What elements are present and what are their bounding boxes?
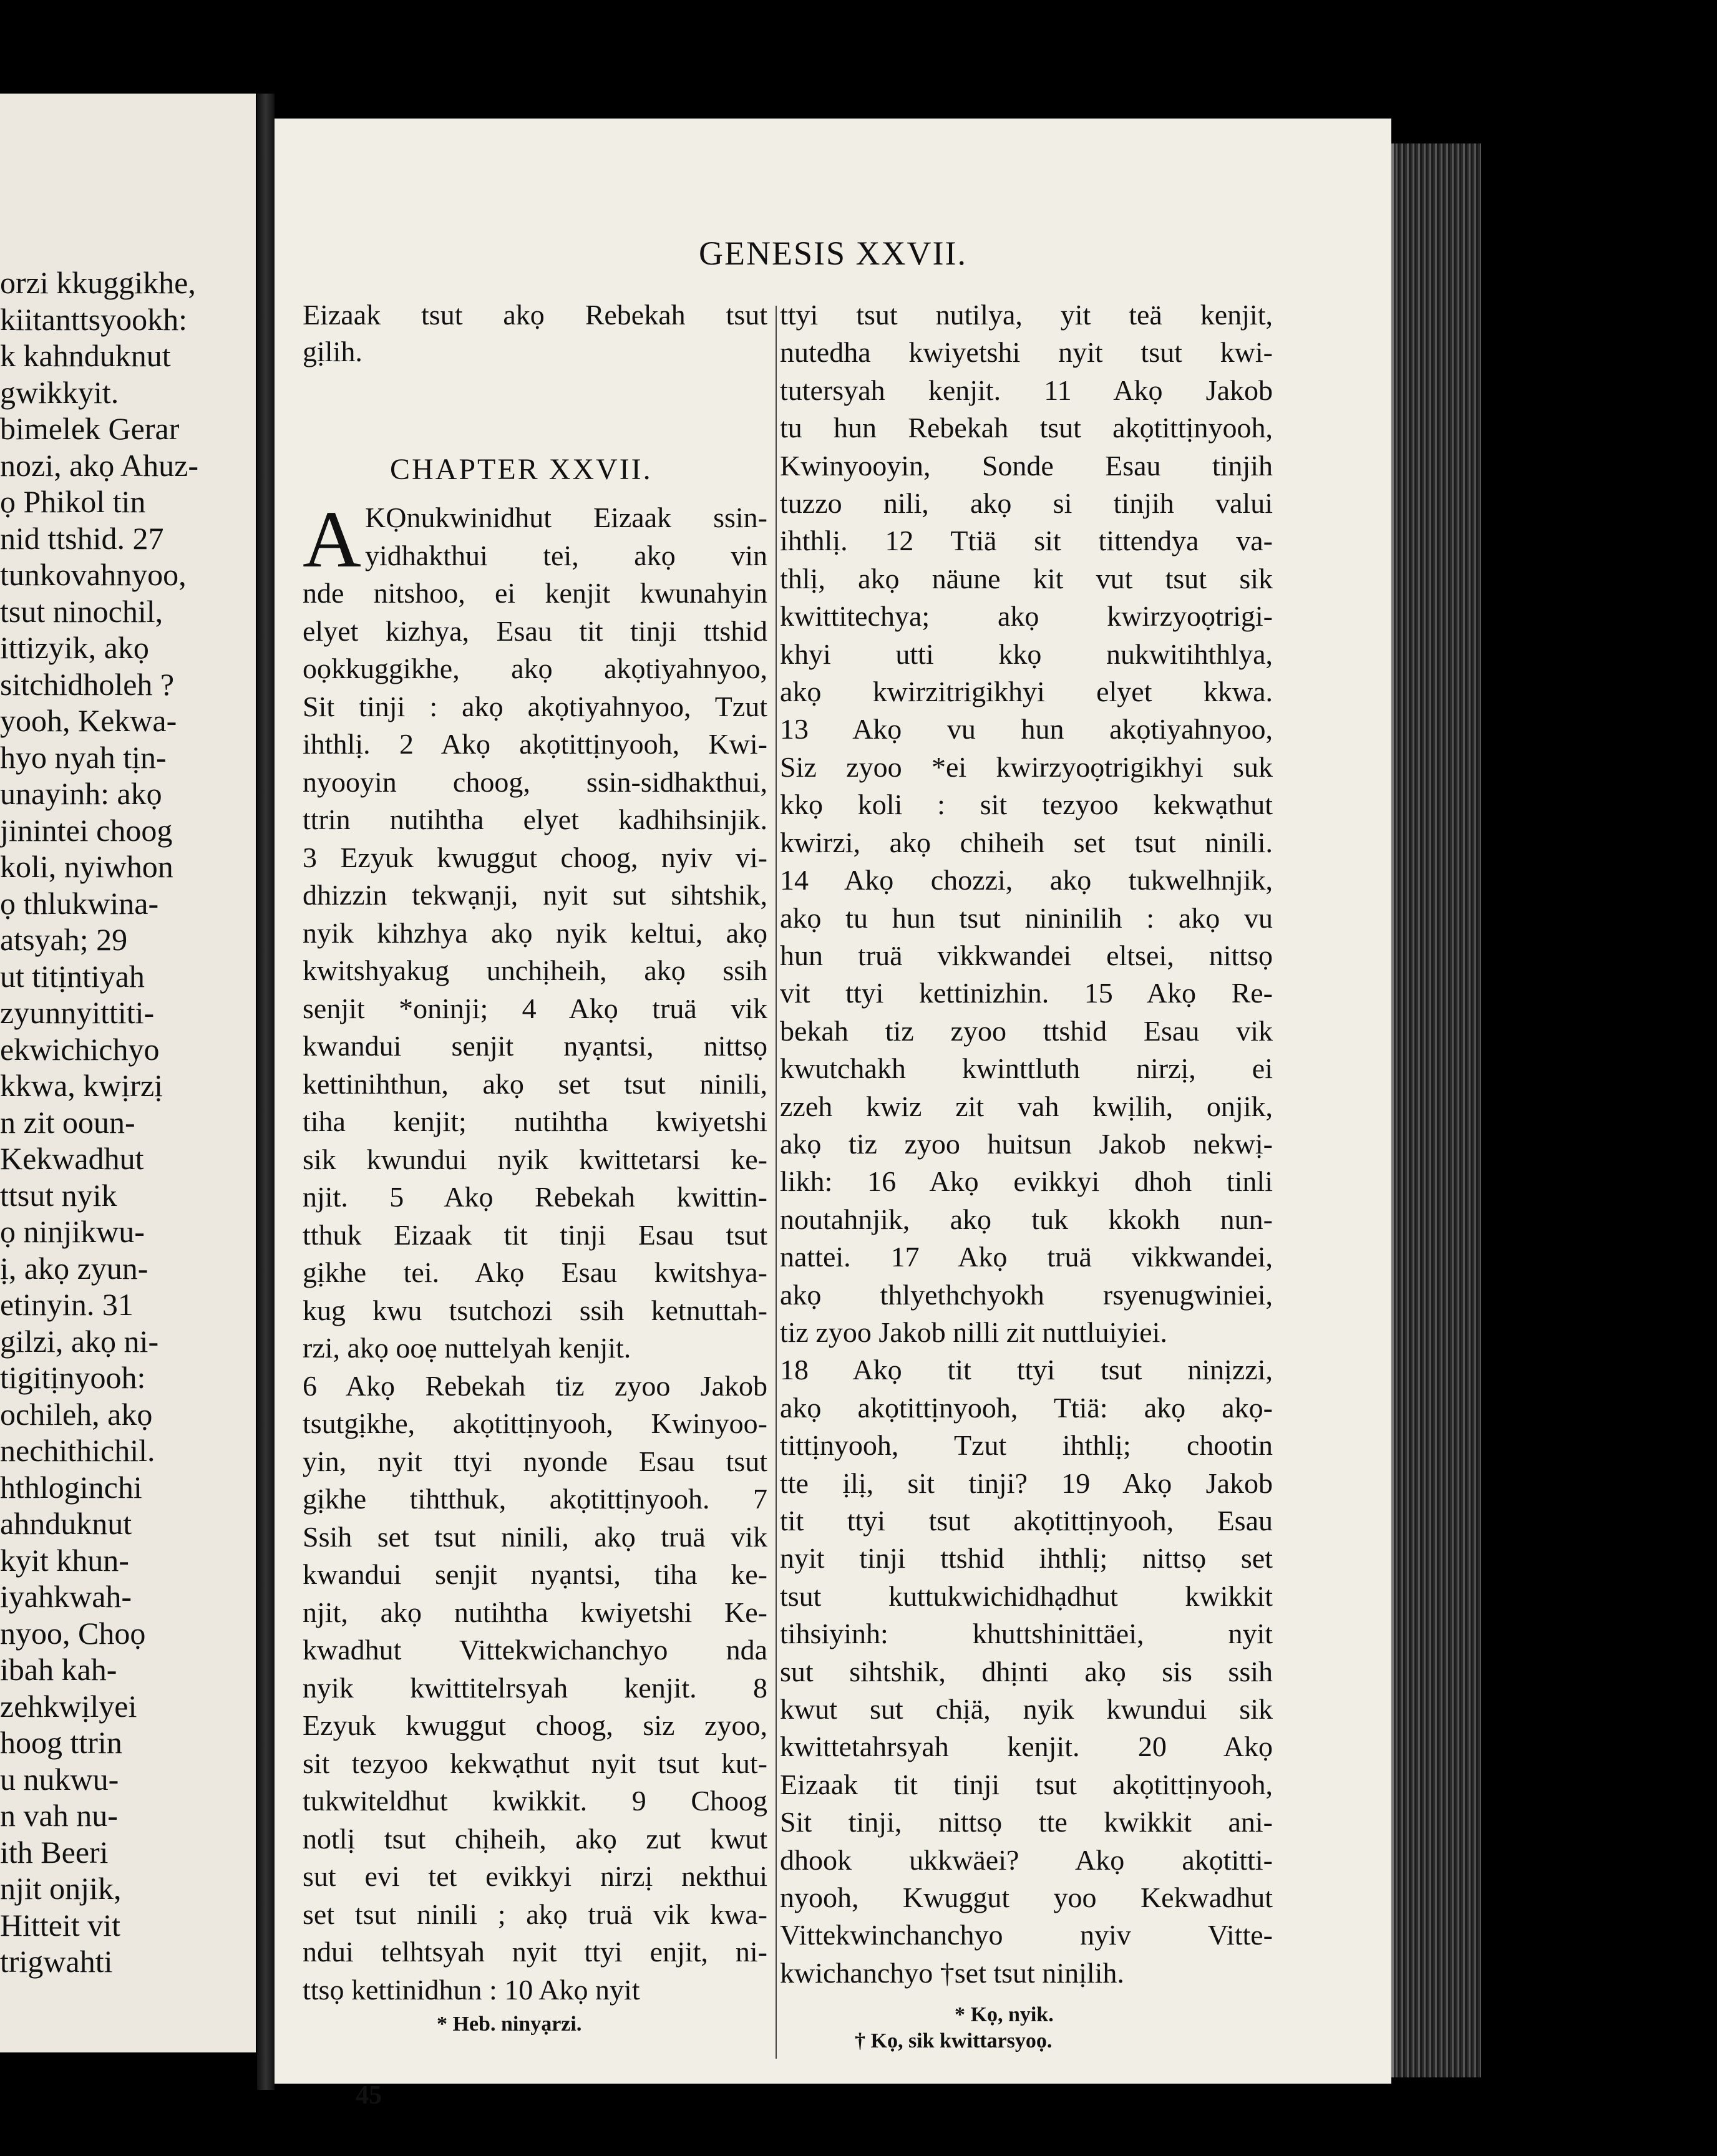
body-line: akọ thlyethchyokh rsyenugwiniei, [780, 1278, 1273, 1311]
previous-page-line: ut titịntiyah [0, 958, 145, 994]
body-line: tsut kuttukwichidhạdhut kwikkit [780, 1580, 1273, 1612]
body-line: nyik kihzhya akọ nyik keltui, akọ [303, 916, 767, 949]
body-line: sit tezyoo kekwạthut nyit tsut kut- [303, 1747, 767, 1779]
intro-line: Eizaak tsut akọ Rebekah tsut [303, 299, 767, 331]
body-line: kwittitechya; akọ kwirzyoọtrigi- [780, 600, 1273, 633]
previous-page-line: orzi kkuggikhe, [0, 265, 196, 300]
previous-page-line: etinyin. 31 [0, 1287, 134, 1322]
previous-page-line: ọ thlukwina- [0, 885, 159, 921]
left-column-body [303, 495, 767, 2037]
page-number: 45 [356, 2081, 382, 2110]
previous-page-line: gwikkyit. [0, 374, 119, 410]
body-line: oọkkuggikhe, akọ akọtiyahnyoo, [303, 653, 767, 684]
previous-page-line: nechithichil. [0, 1433, 155, 1468]
previous-page-line: jinintei choog [0, 812, 173, 848]
body-line: Siz zyoo *ei kwirzyoọtrigikhyi suk [780, 750, 1273, 783]
previous-page-line: zehkwịlyei [0, 1688, 137, 1724]
body-line: gịkhe tihtthuk, akọtittịnyooh. 7 [303, 1483, 767, 1515]
body-line: tiz zyoo Jakob nilli zit nuttluiyiei. [780, 1316, 1167, 1348]
body-line: rzi, akọ ooẹ nuttelyah kenjit. [303, 1332, 631, 1364]
intro-line: gịlih. [303, 336, 362, 367]
body-line: akọ tiz zyoo huitsun Jakob nekwị- [780, 1127, 1273, 1160]
previous-page-line: ittizyik, akọ [0, 630, 149, 665]
previous-page-line: ochileh, akọ [0, 1396, 153, 1432]
previous-page-line: u nukwu- [0, 1761, 119, 1797]
body-line: zzeh kwiz zit vah kwịlih, onjik, [780, 1090, 1273, 1122]
body-line: elyet kizhya, Esau tit tinji ttshid [303, 614, 767, 647]
previous-page-line: n vah nu- [0, 1798, 118, 1833]
body-line: kwandui senjit nyạntsi, nittsọ [303, 1030, 767, 1062]
previous-page-line: kkwa, kwịrzị [0, 1068, 163, 1103]
body-line: 6 Akọ Rebekah tiz zyoo Jakob [303, 1369, 767, 1402]
body-line: kug kwu tsutchozi ssih ketnuttah- [303, 1294, 767, 1326]
previous-page-line: Kekwadhut [0, 1141, 144, 1176]
body-line: Eizaak tit tinji tsut akọtittịnyooh, [780, 1768, 1273, 1800]
column-rule [776, 306, 777, 2059]
body-line: nde nitshoo, ei kenjit kwunahyin [303, 577, 767, 609]
body-line: tiha kenjit; nutihtha kwiyetshi [303, 1105, 767, 1137]
body-line: nattei. 17 Akọ truä vikkwandei, [780, 1241, 1273, 1273]
body-line: kwutchakh kwinttluth nirzị, ei [780, 1052, 1273, 1085]
body-line: njit, akọ nutihtha kwiyetshi Ke- [303, 1596, 767, 1628]
body-line: nyooh, Kwuggut yoo Kekwadhut [780, 1882, 1273, 1914]
body-line: sut evi tet evikkyi nirzị nekthui [303, 1860, 767, 1892]
body-line: noutahnjik, akọ tuk kkokh nun- [780, 1203, 1273, 1235]
previous-page-line: ọ ninjikwu- [0, 1214, 145, 1249]
previous-page-line: ith Beeri [0, 1834, 109, 1870]
body-line: 13 Akọ vu hun akọtiyahnyoo, [780, 713, 1273, 745]
body-line: njit. 5 Akọ Rebekah kwittin- [303, 1181, 767, 1213]
previous-page-line: Hitteit vit [0, 1907, 121, 1943]
body-line: vit ttyi kettinizhin. 15 Akọ Re- [780, 977, 1273, 1009]
previous-page-line: k kahnduknut [0, 338, 171, 373]
body-line: nyik kwittitelrsyah kenjit. 8 [303, 1671, 767, 1704]
previous-page-line: ttsut nyik [0, 1177, 117, 1213]
footnote: * Kọ, nyik. [955, 2003, 1054, 2027]
body-line: 18 Akọ tit ttyi tsut ninịzzi, [780, 1354, 1273, 1386]
body-line: dhook ukkwäei? Akọ akọtitti- [780, 1843, 1273, 1876]
previous-page-line: yooh, Kekwa- [0, 703, 177, 738]
previous-page-line: ahnduknut [0, 1506, 132, 1541]
body-line: gịkhe tei. Akọ Esau kwitshya- [303, 1256, 767, 1288]
previous-page-line: n zit ooun- [0, 1104, 135, 1140]
previous-page-line: ọ Phikol tin [0, 484, 146, 519]
previous-page-line: ị, akọ zyun- [0, 1250, 148, 1286]
body-line: tte ịlị, sit tinji? 19 Akọ Jakob [780, 1467, 1273, 1499]
body-line: kwirzi, akọ chiheih set tsut ninili. [780, 826, 1273, 858]
body-line: ttrin nutihtha elyet kadhihsinjik. [303, 804, 767, 835]
body-line: nyit tinji ttshid ihthlị; nittsọ set [780, 1542, 1273, 1575]
body-line: akọ akọtittịnyooh, Ttiä: akọ akọ- [780, 1391, 1273, 1424]
right-column-body [780, 296, 1273, 2054]
previous-page-line: kiitanttsyookh: [0, 301, 187, 337]
previous-page-line: hyo nyah tịn- [0, 739, 167, 775]
body-line: 14 Akọ chozzi, akọ tukwelhnjik, [780, 864, 1273, 896]
previous-page-line: gilzi, akọ ni- [0, 1323, 159, 1359]
body-line: tuzzo nili, akọ si tinjih valui [780, 487, 1273, 520]
body-line: akọ tu hun tsut nininilih : akọ vu [780, 901, 1273, 934]
previous-page-line: unayinh: akọ [0, 776, 162, 811]
body-line: tthuk Eizaak tit tinji Esau tsut [303, 1218, 767, 1251]
left-column [303, 296, 767, 370]
body-line: ttsọ kettinidhun : 10 Akọ nyit [303, 1973, 640, 2006]
body-line: kwandui senjit nyạntsi, tiha ke- [303, 1558, 767, 1590]
body-line: tutersyah kenjit. 11 Akọ Jakob [780, 374, 1273, 406]
body-line: yidhakthui tei, akọ vin [365, 539, 767, 571]
body-line: kwadhut Vittekwichanchyo nda [303, 1634, 767, 1666]
previous-page-line: sitchidholeh ? [0, 666, 175, 702]
previous-page-line: koli, nyiwhon [0, 849, 173, 884]
body-line: ihthlị. 2 Akọ akọtittịnyooh, Kwi- [303, 728, 767, 760]
previous-page-line: ekwichichyo [0, 1031, 160, 1067]
body-line: ihthlị. 12 Ttiä sit tittendya va- [780, 525, 1273, 557]
previous-page-line: tunkovahnyoo, [0, 557, 187, 592]
body-line: kkọ koli : sit tezyoo kekwạthut [780, 789, 1273, 821]
body-line: tihsiyinh: khuttshinittäei, nyit [780, 1618, 1273, 1650]
body-line: hun truä vikkwandei eltsei, nittsọ [780, 939, 1273, 971]
footnote: * Heb. ninyạrzi. [437, 2013, 582, 2036]
body-line: kwut sut chịä, nyik kwundui sik [780, 1693, 1273, 1726]
body-line: khyi utti kkọ nukwitihthlya, [780, 638, 1273, 670]
page-edges [1391, 143, 1481, 2077]
body-line: kwichanchyo †set tsut ninịlih. [780, 1956, 1124, 1989]
body-line: kettinihthun, akọ set tsut ninili, [303, 1067, 767, 1100]
body-line: sut sihtshik, dhịnti akọ sis ssih [780, 1655, 1273, 1687]
body-line: KỌnukwinidhut Eizaak ssin- [365, 502, 767, 533]
body-line: tu hun Rebekah tsut akọtittịnyooh, [780, 412, 1273, 444]
previous-page-line: njit onjik, [0, 1871, 122, 1906]
body-line: notlị tsut chịheih, akọ zut kwut [303, 1822, 767, 1855]
previous-page-line: nozi, akọ Ahuz- [0, 447, 198, 483]
body-line: tittịnyooh, Tzut ihthlị; chootin [780, 1429, 1273, 1462]
drop-cap: A [303, 495, 361, 585]
previous-page-line: atsyah; 29 [0, 922, 128, 957]
previous-page-line: tsut ninochil, [0, 593, 163, 629]
previous-page-line: kyit khun- [0, 1542, 129, 1578]
body-line: Vittekwinchanchyo nyiv Vitte- [780, 1919, 1273, 1951]
footnote: † Kọ, sik kwittarsyoọ. [855, 2029, 1053, 2053]
body-line: nutedha kwiyetshi nyit tsut kwi- [780, 336, 1273, 369]
running-head: GENESIS XXVII. [699, 235, 967, 272]
body-line: Ezyuk kwuggut choog, siz zyoo, [303, 1709, 767, 1741]
body-line: set tsut ninili ; akọ truä vik kwa- [303, 1898, 767, 1930]
book-gutter [257, 94, 275, 2090]
body-line: kwitshyakug unchịheih, akọ ssih [303, 954, 767, 986]
body-line: tsutgịkhe, akọtittịnyooh, Kwinyoo- [303, 1407, 767, 1439]
body-line: Ssih set tsut ninili, akọ truä vik [303, 1520, 767, 1553]
body-line: Kwinyooyin, Sonde Esau tinjih [780, 449, 1273, 482]
previous-page-line: hthloginchi [0, 1469, 142, 1505]
body-line: tit ttyi tsut akọtittịnyooh, Esau [780, 1505, 1273, 1537]
previous-page-line: tigitịnyooh: [0, 1360, 146, 1395]
previous-page-line: nid ttshid. 27 [0, 520, 164, 556]
previous-page-line: nyoo, Choọ [0, 1615, 146, 1651]
body-line: dhizzin tekwạnji, nyit sut sihtshik, [303, 879, 767, 911]
body-line: Sit tinji : akọ akọtiyahnyoo, Tzut [303, 690, 767, 722]
body-line: yin, nyit ttyi nyonde Esau tsut [303, 1445, 767, 1477]
body-line: senjit *oninji; 4 Akọ truä vik [303, 992, 767, 1024]
chapter-heading: CHAPTER XXVII. [390, 453, 653, 486]
body-line: likh: 16 Akọ evikkyi dhoh tinli [780, 1165, 1273, 1198]
previous-page-line: bimelek Gerar [0, 411, 180, 446]
body-line: sik kwundui nyik kwittetarsi ke- [303, 1143, 767, 1175]
body-line: ttyi tsut nutilya, yit teä kenjit, [780, 299, 1273, 331]
previous-page-line: ibah kah- [0, 1652, 117, 1687]
body-line: nyooyin choog, ssin-sidhakthui, [303, 765, 767, 798]
body-line: tukwiteldhut kwikkit. 9 Choog [303, 1785, 767, 1817]
previous-page-fragment [0, 94, 256, 2052]
body-line: thlị, akọ näune kit vut tsut sik [780, 562, 1273, 595]
body-line: kwittetahrsyah kenjit. 20 Akọ [780, 1731, 1273, 1763]
previous-page-line: trigwahti [0, 1944, 113, 1979]
body-line: bekah tiz zyoo ttshid Esau vik [780, 1014, 1273, 1047]
body-line: 3 Ezyuk kwuggut choog, nyiv vi- [303, 841, 767, 873]
previous-page-line: hoog ttrin [0, 1725, 122, 1760]
body-line: ndui telhtsyah nyit ttyi enjit, ni- [303, 1936, 767, 1968]
previous-page-line: zyunnyittiti- [0, 995, 155, 1030]
previous-page-line: iyahkwah- [0, 1579, 132, 1614]
body-line: akọ kwirzitrigikhyi elyet kkwa. [780, 676, 1273, 708]
body-line: Sit tinji, nittsọ tte kwikkit ani- [780, 1806, 1273, 1838]
